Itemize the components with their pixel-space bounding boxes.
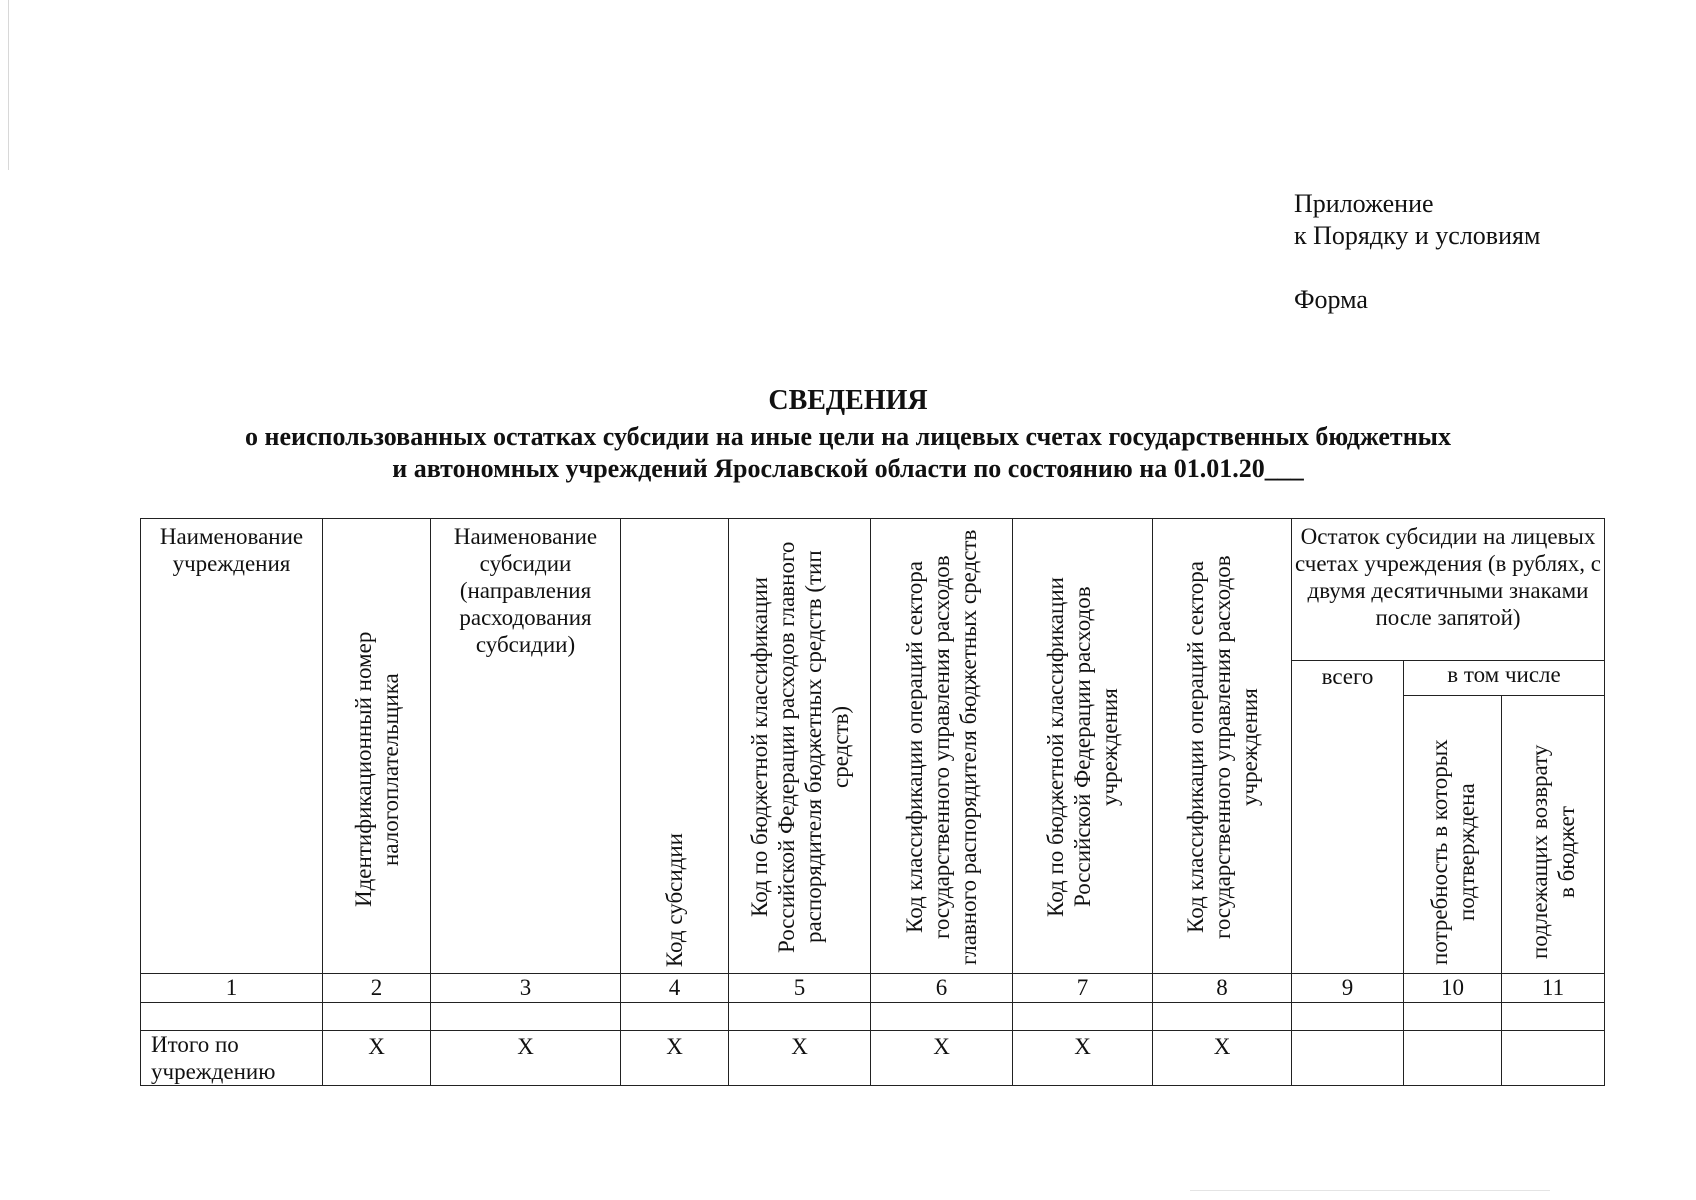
appendix-line-2: к Порядку и условиям bbox=[1294, 221, 1541, 250]
header-kosgu-institution-text: Код классификации операций сектора государственного управления расходов учреждения bbox=[1182, 555, 1262, 939]
column-number: 1 bbox=[141, 974, 323, 1003]
document-subtitle-line-1: о неиспользованных остатках субсидии на иные цели на лицевых счетах государственных бюджетных bbox=[245, 422, 1451, 451]
header-subsidy-balance-group-text: Остаток субсидии на лицевых счетах учреждения (в рублях, с двумя десятичными знаками после запятой) bbox=[1295, 524, 1601, 630]
data-cell[interactable] bbox=[1013, 1003, 1153, 1031]
header-kosgu-institution bbox=[1153, 519, 1292, 974]
data-cell[interactable] bbox=[141, 1003, 323, 1031]
x-mark: X bbox=[517, 1034, 534, 1059]
data-cell[interactable] bbox=[1404, 1003, 1502, 1031]
header-budget-code-main-text: Код по бюджетной классификации Российской Федерации расходов главного распорядителя бюджетных средств (тип средств) bbox=[746, 541, 853, 953]
header-subsidy-balance-group bbox=[1292, 519, 1605, 661]
header-subsidy-name-text: Наименование субсидии (направления расходования субсидии) bbox=[453, 524, 598, 657]
column-number: 11 bbox=[1502, 974, 1605, 1003]
header-institution-name bbox=[141, 519, 323, 974]
report-form-table bbox=[140, 518, 1605, 1086]
total-row-mark bbox=[621, 1031, 729, 1086]
x-mark: X bbox=[1213, 1034, 1231, 1059]
appendix-note bbox=[1294, 188, 1540, 316]
appendix-line-1: Приложение bbox=[1294, 189, 1434, 218]
total-row-label: Итого по учреждению bbox=[141, 1031, 323, 1086]
total-value-cell[interactable] bbox=[1404, 1031, 1502, 1086]
column-number: 4 bbox=[621, 974, 729, 1003]
column-number: 3 bbox=[431, 974, 621, 1003]
header-subsidy-code-text: Код субсидии bbox=[662, 832, 687, 967]
header-taxpayer-id bbox=[323, 519, 431, 974]
scan-edge-line bbox=[8, 0, 9, 170]
header-row-1 bbox=[141, 519, 1605, 661]
data-cell[interactable] bbox=[1292, 1003, 1404, 1031]
header-total-text: всего bbox=[1321, 664, 1374, 689]
total-row-mark bbox=[1013, 1031, 1153, 1086]
total-value-cell[interactable] bbox=[1292, 1031, 1404, 1086]
x-mark: X bbox=[933, 1034, 950, 1059]
data-row-empty bbox=[141, 1003, 1605, 1031]
data-cell[interactable] bbox=[1153, 1003, 1292, 1031]
data-cell[interactable] bbox=[621, 1003, 729, 1031]
header-including-group bbox=[1404, 661, 1605, 696]
total-row bbox=[141, 1031, 1605, 1086]
data-cell[interactable] bbox=[871, 1003, 1013, 1031]
data-cell[interactable] bbox=[729, 1003, 871, 1031]
total-row-mark bbox=[323, 1031, 431, 1086]
total-row-mark bbox=[871, 1031, 1013, 1086]
total-row-mark bbox=[431, 1031, 621, 1086]
column-number: 9 bbox=[1292, 974, 1404, 1003]
document-subtitle-line-2: и автономных учреждений Ярославской области по состоянию на 01.01.20___ bbox=[392, 454, 1304, 483]
header-institution-name-text: Наименование учреждения bbox=[159, 524, 304, 576]
column-number: 6 bbox=[871, 974, 1013, 1003]
total-row-mark bbox=[1153, 1031, 1292, 1086]
x-mark: X bbox=[368, 1034, 385, 1059]
header-including-group-text: в том числе bbox=[1447, 662, 1561, 687]
header-subsidy-code bbox=[621, 519, 729, 974]
header-kosgu-main bbox=[871, 519, 1013, 974]
header-budget-code-institution-text: Код по бюджетной классификации Российской Федерации расходов учреждения bbox=[1043, 577, 1122, 917]
total-value-cell[interactable] bbox=[1502, 1031, 1605, 1086]
header-taxpayer-id-text: Идентификационный номер налогоплательщика bbox=[350, 631, 403, 908]
x-mark: X bbox=[666, 1034, 683, 1059]
header-budget-code-main bbox=[729, 519, 871, 974]
header-total bbox=[1292, 661, 1404, 974]
header-kosgu-main-text: Код классификации операций сектора государственного управления расходов главного распорядителя бюджетных средств bbox=[902, 529, 981, 965]
x-mark: X bbox=[791, 1034, 808, 1059]
document-title: СВЕДЕНИЯ bbox=[768, 385, 928, 416]
total-row-mark bbox=[729, 1031, 871, 1086]
data-cell[interactable] bbox=[1502, 1003, 1605, 1031]
column-numbers-row bbox=[141, 974, 1605, 1003]
header-confirmed-need-text: потребность в которых подтверждена bbox=[1426, 739, 1479, 965]
header-return-to-budget bbox=[1502, 696, 1605, 974]
data-cell[interactable] bbox=[431, 1003, 621, 1031]
header-confirmed-need bbox=[1404, 696, 1502, 974]
form-label: Форма bbox=[1294, 285, 1368, 314]
column-number: 10 bbox=[1404, 974, 1502, 1003]
header-subsidy-name bbox=[431, 519, 621, 974]
scan-artifact-line bbox=[1190, 1190, 1550, 1191]
data-cell[interactable] bbox=[323, 1003, 431, 1031]
column-number: 5 bbox=[729, 974, 871, 1003]
column-number: 2 bbox=[323, 974, 431, 1003]
header-return-to-budget-text: подлежащих возврату в бюджет bbox=[1527, 744, 1579, 960]
header-budget-code-institution bbox=[1013, 519, 1153, 974]
column-number: 7 bbox=[1013, 974, 1153, 1003]
column-number: 8 bbox=[1153, 974, 1292, 1003]
x-mark: X bbox=[1074, 1034, 1091, 1059]
